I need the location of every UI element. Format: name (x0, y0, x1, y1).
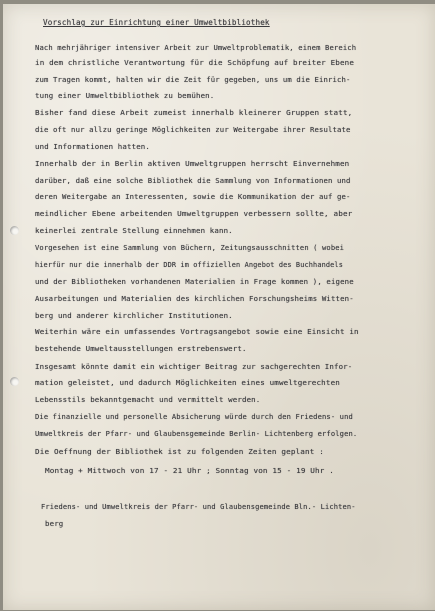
text-line: deren Weitergabe an Interessenten, sowie die Kommunikation der auf ge- (35, 192, 351, 201)
text-line: in dem christliche Verantwortung für die Schöpfung auf breiter Ebene (35, 58, 355, 67)
text-line: und Informationen hatten. (35, 142, 150, 151)
text-line: Weiterhin wäre ein umfassendes Vortragsangebot sowie eine Einsicht in (35, 327, 359, 336)
document-title: Vorschlag zur Einrichtung einer Umweltbibliothek (43, 18, 270, 27)
text-line: Insgesamt könnte damit ein wichtiger Beitrag zur sachgerechten Infor- (35, 362, 353, 371)
text-line: Bisher fand diese Arbeit zumeist innerhalb kleinerer Gruppen statt, (35, 108, 353, 117)
footer-line: Friedens- und Umweltkreis der Pfarr- und Glaubensgemeinde Bln.- Lichten- (41, 502, 356, 511)
text-line: hierfür nur die innerhalb der DDR im offiziellen Angebot des Buchhandels (35, 260, 343, 269)
text-line: bestehende Umweltausstellungen erstrebenswert. (35, 344, 247, 353)
text-line: Vorgesehen ist eine Sammlung von Büchern, Zeitungsausschnitten ( wobei (35, 243, 345, 252)
text-line: und der Bibliotheken vorhandenen Materialien in Frage kommen ), eigene (35, 277, 354, 286)
text-line: keinerlei zentrale Stellung einnehmen kann. (35, 226, 233, 235)
punch-hole (10, 377, 19, 386)
typewritten-page (3, 4, 435, 610)
text-line: meindlicher Ebene arbeitenden Umweltgruppen verbessern sollte, aber (35, 209, 353, 218)
punch-hole (10, 226, 19, 235)
text-line: Lebensstils bekanntgemacht und vermittelt werden. (35, 395, 261, 404)
text-line: zum Tragen kommt, halten wir die Zeit für gegeben, uns um die Einrich- (35, 75, 351, 84)
text-line: darüber, daß eine solche Bibliothek die Sammlung von Informationen und (35, 176, 351, 185)
text-line: Die finanzielle und personelle Absicherung würde durch den Friedens- und (35, 412, 353, 421)
text-line: berg und anderer kirchlicher Institutionen. (35, 311, 233, 320)
opening-hours: Montag + Mittwoch von 17 - 21 Uhr ; Sonntag von 15 - 19 Uhr . (45, 466, 334, 475)
text-line: Umweltkreis der Pfarr- und Glaubensgemeinde Berlin- Lichtenberg erfolgen. (35, 429, 358, 438)
text-line: Die Oeffnung der Bibliothek ist zu folgenden Zeiten geplant : (35, 447, 324, 456)
text-line: tung einer Umweltbibliothek zu bemühen. (35, 91, 215, 100)
text-line: Innerhalb der in Berlin aktiven Umweltgruppen herrscht Einvernehmen (35, 159, 350, 168)
text-line: mation geleistet, und dadurch Möglichkeiten eines umweltgerechten (35, 378, 340, 387)
text-line: die oft nur allzu geringe Möglichkeiten zur Weitergabe ihrer Resultate (35, 125, 351, 134)
text-line: Ausarbeitungen und Materialien des kirchlichen Forschungsheims Witten- (35, 294, 354, 303)
footer-line: berg (45, 519, 64, 528)
text-line: Nach mehrjähriger intensiver Arbeit zur Umweltproblematik, einem Bereich (35, 43, 357, 52)
